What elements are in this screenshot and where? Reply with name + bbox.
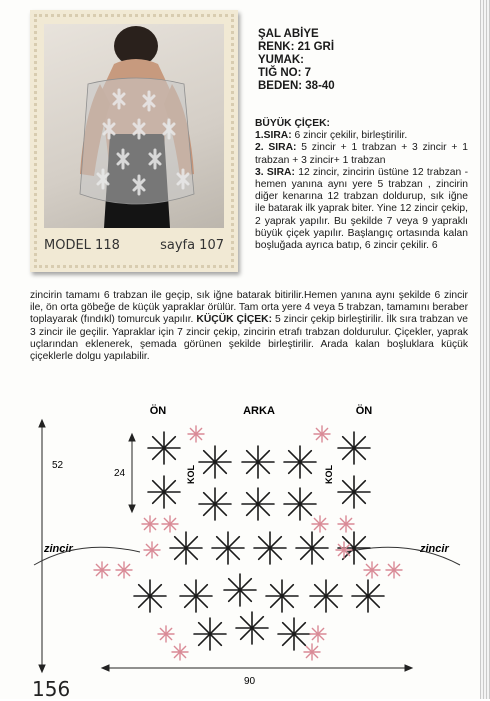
- row3-paragraph: [255, 167, 468, 252]
- small-flower-motif: [310, 626, 326, 642]
- big-flower-motif: [199, 446, 231, 478]
- dimension-90: [102, 665, 412, 671]
- row2-paragraph: [255, 142, 468, 166]
- big-flower-motif: [284, 488, 316, 520]
- big-flower-motif: [236, 612, 268, 644]
- big-flower-motif: [284, 446, 316, 478]
- small-flower-motif: [188, 426, 204, 442]
- small-flower-motif: [162, 516, 178, 532]
- small-flower-motif: [338, 516, 354, 532]
- spec-block: [258, 28, 335, 93]
- big-flower-motif: [134, 580, 166, 612]
- small-flower-motif: [172, 644, 188, 660]
- big-flower-motif: [352, 580, 384, 612]
- big-flower-motif: [148, 476, 180, 508]
- dimension-90-label: 90: [244, 676, 256, 687]
- big-flower-motif: [266, 580, 298, 612]
- big-flower-motif: [242, 488, 274, 520]
- small-flower-motif: [158, 626, 174, 642]
- assembly-diagram: [0, 400, 480, 690]
- small-flower-text: 5 zincir çekip birleştirilir. İlk sıra trabzan ve 3 zincir ile geçilir. Yapraklar için 7 zincir çekip, zincirin etrafı trabzan doldurulur. Çiçekler, yaprak uçlarından eklenerek, şemada görünen şekilde birleştirilir. Arada kalan boşluklara küçük çiçeklerle dolgu yapılabilir.: [30, 314, 468, 363]
- row1-label: 1.SIRA:: [255, 130, 292, 142]
- small-flower-motif: [144, 542, 160, 558]
- row3-label: 3. SIRA:: [255, 166, 295, 178]
- big-flower-motif: [254, 532, 286, 564]
- row3-text: 12 zincir, zincirin üstüne 12 trabzan - hemen yanına aynı yere 5 trabzan , zincirin diğer kenarına 12 trabzan doldurup, sık iğne ile batarak ilk yaprak biter. Yine 12 zincir çekip, 2 yaprak yapılır. Bu şekilde 7 veya 9 yapraklı büyük çiçek yapılır. Başlangıç ortasında kalan boşluğada ayrıca batıp, 6 zincir çekilir. 6: [255, 166, 468, 252]
- small-flower-motif: [116, 562, 132, 578]
- pattern-title: ŞAL ABİYE: [258, 28, 319, 40]
- big-flower-motif: [148, 432, 180, 464]
- big-flower-motif: [338, 432, 370, 464]
- dimension-24-label: 24: [114, 468, 126, 479]
- small-flower-motif: [304, 644, 320, 660]
- instructions-column: [255, 118, 468, 252]
- page-edge: [480, 0, 490, 699]
- model-photo: [44, 24, 224, 228]
- spec-hook: TIĞ NO: 7: [258, 67, 312, 79]
- row2-label: 2. SIRA:: [255, 142, 297, 154]
- big-flower-motif: [242, 446, 274, 478]
- big-flower-heading: BÜYÜK ÇİÇEK:: [255, 118, 330, 129]
- spec-size: BEDEN: 38-40: [258, 80, 335, 92]
- paragraph-continued: zincirin tamamı 6 trabzan ile geçip, sık iğne batarak bitirilir.Hemen yanına aynı şekilde 6 zincir ile, ön orta göbeğe de küçük yapraklar örülür. Tam orta yere 4 veya 5 trabzan, tamamını beraber toplayarak (fındıkl) tomurcuk yapılır.: [30, 290, 468, 326]
- row2-text: 5 zincir + 1 trabzan + 3 zincir + 1 trabzan + 3 zincir+ 1 trabzan: [255, 142, 468, 166]
- spec-color: RENK: 21 GRİ: [258, 41, 335, 53]
- big-flower-motif: [224, 574, 256, 606]
- label-sleeve-right: KOL: [324, 465, 334, 484]
- dimension-24: [129, 434, 135, 512]
- label-sleeve-left: KOL: [186, 465, 196, 484]
- instructions-full-width: [30, 290, 468, 363]
- big-flower-motif: [296, 532, 328, 564]
- small-flower-motif: [142, 516, 158, 532]
- big-flower-motif: [170, 532, 202, 564]
- small-flower-motif: [336, 542, 352, 558]
- big-flower-motif: [199, 488, 231, 520]
- big-flower-motif: [194, 618, 226, 650]
- small-flower-motif: [386, 562, 402, 578]
- big-flower-motif: [338, 476, 370, 508]
- small-flower-motif: [94, 562, 110, 578]
- spec-yarn: YUMAK:: [258, 54, 304, 66]
- photo-card: [30, 10, 238, 272]
- big-flower-motif: [278, 618, 310, 650]
- row1-text: 6 zincir çekilir, birleştirilir.: [291, 130, 408, 142]
- small-flower-motif: [364, 562, 380, 578]
- page-reference: sayfa 107: [160, 238, 224, 253]
- row1-paragraph: [255, 130, 468, 142]
- big-flower-motif: [310, 580, 342, 612]
- small-flower-heading: KÜÇÜK ÇİÇEK:: [196, 314, 273, 326]
- small-flower-motif: [314, 426, 330, 442]
- dimension-52-label: 52: [52, 460, 64, 471]
- label-front-left: ÖN: [149, 405, 167, 417]
- label-back: ARKA: [243, 405, 275, 417]
- model-label: MODEL 118: [44, 238, 120, 253]
- label-front-right: ÖN: [355, 405, 373, 417]
- page-number: 156: [32, 677, 71, 701]
- label-chain-right: zincir: [420, 543, 449, 555]
- big-flower-motif: [180, 580, 212, 612]
- big-flower-motif: [212, 532, 244, 564]
- label-chain-left: zincir: [44, 543, 73, 555]
- small-flower-motif: [312, 516, 328, 532]
